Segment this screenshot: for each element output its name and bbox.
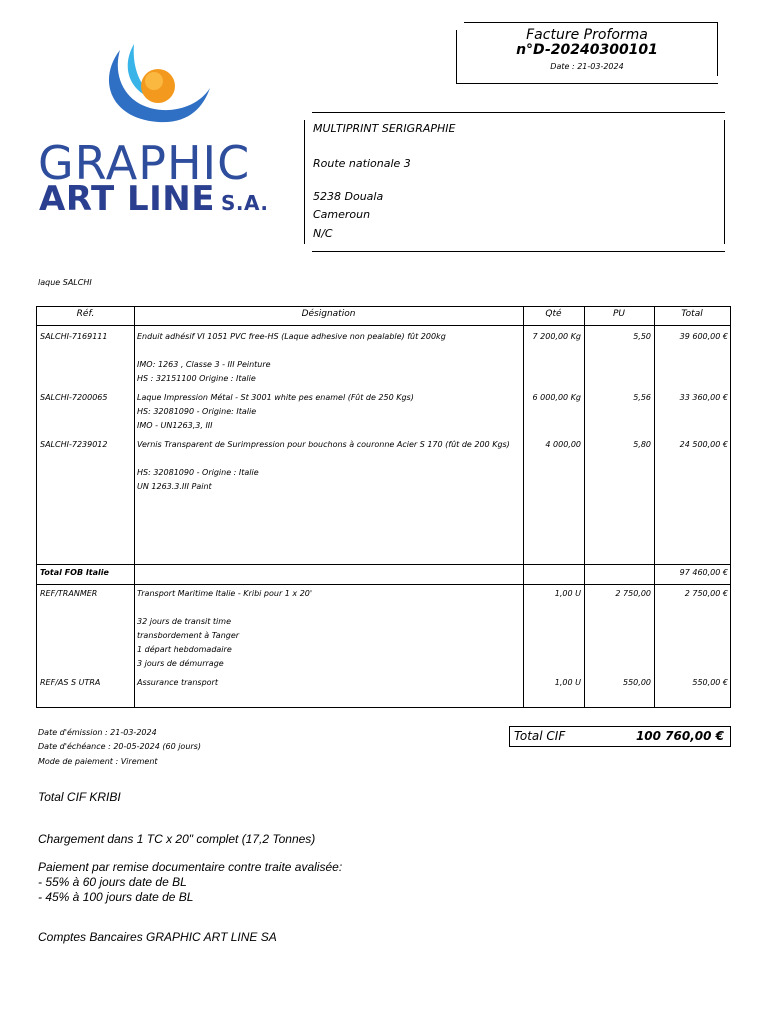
item-detail: HS : 32151100 Origine : Italie bbox=[137, 374, 256, 383]
transport-total: 2 750,00 € bbox=[684, 589, 728, 598]
item-qty: 7 200,00 Kg bbox=[532, 332, 581, 341]
item-detail: UN 1263.3.III Paint bbox=[137, 482, 212, 491]
client-country: Cameroun bbox=[313, 208, 371, 221]
item-unit-price: 5,50 bbox=[633, 332, 651, 341]
proforma-title: Facture Proforma bbox=[526, 27, 648, 43]
item-ref: SALCHI-7169111 bbox=[40, 332, 108, 341]
transport-detail: 32 jours de transit time bbox=[137, 617, 231, 626]
client-street: Route nationale 3 bbox=[313, 157, 411, 170]
header-qty: Qté bbox=[545, 309, 562, 319]
total-cif-value: 100 760,00 € bbox=[635, 729, 724, 743]
item-qty: 4 000,00 bbox=[545, 440, 581, 449]
due-date: Date d'échéance : 20-05-2024 (60 jours) bbox=[38, 742, 201, 751]
item-total: 33 360,00 € bbox=[679, 393, 728, 402]
note-payment-term-2: - 45% à 100 jours date de BL bbox=[38, 890, 194, 904]
item-total: 39 600,00 € bbox=[679, 332, 728, 341]
insurance-total: 550,00 € bbox=[692, 678, 728, 687]
item-detail: IMO - UN1263,3, III bbox=[137, 421, 213, 430]
logo-sa-suffix: S.A. bbox=[221, 191, 269, 215]
logo-artline-word: ART LINE bbox=[39, 179, 215, 219]
insurance-unit-price: 550,00 bbox=[623, 678, 651, 687]
note-payment-term-1: - 55% à 60 jours date de BL bbox=[38, 875, 187, 889]
note-payment-title: Paiement par remise documentaire contre traite avalisée: bbox=[38, 860, 343, 874]
client-ref: N/C bbox=[313, 227, 333, 240]
item-description: Laque Impression Métal - St 3001 white pes enamel (Fût de 250 Kgs) bbox=[137, 393, 414, 402]
insurance-qty: 1,00 U bbox=[554, 678, 581, 687]
header-ref: Réf. bbox=[76, 309, 95, 319]
header-total: Total bbox=[681, 309, 703, 319]
items-table bbox=[36, 306, 731, 708]
item-description: Enduit adhésif VI 1051 PVC free-HS (Laque adhesive non pealable) fût 200kg bbox=[137, 332, 446, 341]
proforma-number: n°D-20240300101 bbox=[516, 42, 658, 58]
transport-detail: 3 jours de démurrage bbox=[137, 659, 224, 668]
logo-artline-text bbox=[39, 179, 269, 219]
total-cif-box bbox=[509, 726, 731, 747]
logo-graphic-text: GRAPHIC bbox=[38, 136, 251, 190]
client-city: 5238 Douala bbox=[313, 190, 384, 203]
proforma-date: Date : 21-03-2024 bbox=[550, 62, 624, 71]
client-address-box bbox=[304, 112, 725, 252]
header-designation: Désignation bbox=[301, 309, 356, 319]
item-qty: 6 000,00 Kg bbox=[532, 393, 581, 402]
fob-total-value: 97 460,00 € bbox=[679, 568, 728, 577]
payment-method: Mode de paiement : Virement bbox=[38, 757, 158, 766]
item-detail: HS: 32081090 - Origine : Italie bbox=[137, 468, 259, 477]
fob-total-label: Total FOB Italie bbox=[40, 568, 109, 577]
proforma-header-box bbox=[456, 22, 718, 84]
note-cif-kribi: Total CIF KRIBI bbox=[38, 790, 121, 804]
header-pu: PU bbox=[612, 309, 625, 319]
emission-date: Date d'émission : 21-03-2024 bbox=[38, 728, 157, 737]
invoice-subject: laque SALCHI bbox=[38, 278, 92, 287]
transport-detail: 1 départ hebdomadaire bbox=[137, 645, 232, 654]
total-cif-label: Total CIF bbox=[514, 729, 566, 743]
insurance-description: Assurance transport bbox=[137, 678, 218, 687]
transport-ref: REF/TRANMER bbox=[40, 589, 98, 598]
transport-description: Transport Maritime Italie - Kribi pour 1 x 20' bbox=[137, 589, 313, 598]
client-name: MULTIPRINT SERIGRAPHIE bbox=[313, 122, 456, 135]
item-ref: SALCHI-7239012 bbox=[40, 440, 108, 449]
item-description: Vernis Transparent de Surimpression pour bouchons à couronne Acier S 170 (fût de 200 Kgs) bbox=[137, 440, 510, 449]
insurance-ref: REF/AS S UTRA bbox=[40, 678, 101, 687]
sun-swoosh-icon bbox=[38, 38, 278, 148]
transport-detail: transbordement à Tanger bbox=[137, 631, 240, 640]
item-detail: IMO: 1263 , Classe 3 - III Peinture bbox=[137, 360, 271, 369]
transport-unit-price: 2 750,00 bbox=[615, 589, 651, 598]
item-total: 24 500,00 € bbox=[679, 440, 728, 449]
item-detail: HS: 32081090 - Origine: Italie bbox=[137, 407, 257, 416]
item-ref: SALCHI-7200065 bbox=[40, 393, 108, 402]
item-unit-price: 5,80 bbox=[633, 440, 651, 449]
transport-qty: 1,00 U bbox=[554, 589, 581, 598]
item-unit-price: 5,56 bbox=[633, 393, 651, 402]
note-bank-accounts: Comptes Bancaires GRAPHIC ART LINE SA bbox=[38, 930, 277, 944]
note-loading: Chargement dans 1 TC x 20" complet (17,2 Tonnes) bbox=[38, 832, 316, 846]
